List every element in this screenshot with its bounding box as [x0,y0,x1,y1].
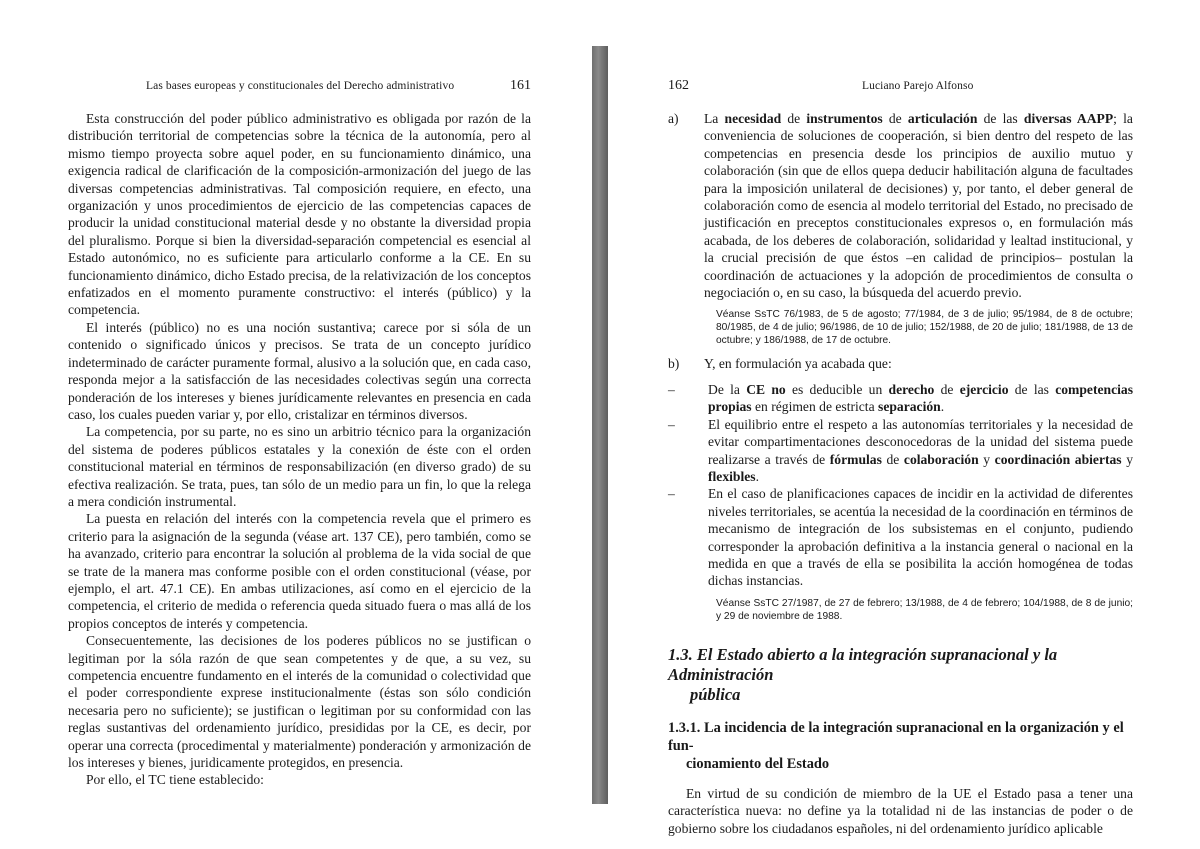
dash-item-text: En el caso de planificaciones capaces de incidir en la actividad de diferentes niveles territoriales, se acentúa la necesidad de la coordinación en términos de mecanismo de integración de los subsistemas en el conjunto, pudiendo corresponder la aprobación definitiva a la instancia general o nacional en la medida en que a través de ella se posibilita la acción homogénea de todas dichas instancias. [708,486,1134,589]
bold-run: CE no [746,381,786,397]
text-run: es deducible un [785,381,889,397]
paragraph: En virtud de su condición de miembro de la UE el Estado pasa a tener una característica nueva: no define ya la totalidad ni de las instancias de poder o de gobierno sobre los ciudadanos españoles, ni del ordenamiento jurídico aplicable [668,785,1133,836]
paragraph: La competencia, por su parte, no es sino un arbitrio técnico para la organización del sistema de poderes públicos estatales y la conexión de éste con el orden constitucional material en términos de responsabilización (en diverso grado) de su efectiva realización. Se trata, pues, tan sólo de un medio para un fin, lo que la relega a mera condición instrumental. [68,424,531,509]
text-run: La [704,111,725,126]
section-heading-1-3-1 [668,719,1133,773]
left-body-text [68,110,531,789]
dash-marker: – [668,486,675,502]
dash-marker: – [668,416,675,432]
heading-line: 1.3. El Estado abierto a la integración supranacional y la Administración [668,644,1058,684]
dash-item-text [708,381,1133,416]
bold-run: fórmulas [829,451,882,467]
text-run: y [1121,451,1133,467]
section-heading-1-3 [668,645,1133,705]
list-item-b [668,355,1133,372]
dash-item-3 [668,485,1133,589]
paragraph: Por ello, el TC tiene establecido: [86,772,264,788]
list-item-text: Y, en formulación ya acabada que: [704,356,892,372]
text-run: de las [977,111,1024,126]
heading-line: 1.3.1. La incidencia de la integración supranacional en la organización y el fun- [668,719,1124,754]
right-body-text [668,110,1133,837]
list-marker: a) [668,111,679,126]
text-run: ; la conveniencia de soluciones de cooperación, si bien dentro del respeto de las competencias en presencia desde los principios de auxilio mutuo y colaboración (sin que de ellos quepa deducir habilitación alguna de facultades para la imposición unilateral de decisiones) y, por tanto, el deber general de colaboración como de esencia al modelo territorial del Estado, no precisado de justificación en preceptos constitucionales expresos o, en formulación más acabada, de los deberes de colaboración, solidaridad y lealtad institucional, y la crucial precisión de que éstos –en calidad de principios– postulan la coordinación de actuaciones y la adopción de procedimientos de consulta o negociación o, en su caso, la búsqueda del acuerdo previo. [704,111,1133,301]
footnote-citation: Véanse SsTC 76/1983, de 5 de agosto; 77/1984, de 3 de julio; 95/1984, de 8 de octubre; 80/1985, de 4 de julio; 96/1986, de 10 de julio; 152/1988, de 20 de julio; 181/1988, de 13 de octubre; y 186/1988, de 17 de octubre. [716,309,1133,347]
dash-item-2 [668,416,1133,486]
dash-item-text [708,416,1133,486]
list-item-text [704,110,1133,301]
heading-line: cionamiento del Estado [686,755,830,772]
list-marker: b) [668,356,680,372]
paragraph: La puesta en relación del interés con la competencia revela que el primero es criterio para la asignación de la segunda (véase art. 137 CE), pero también, como se ha avanzado, criterio para encontrar la solución al problema de la vida social de que se trate de la manera mas conforme posible con el orden constitucional (véase, por ejemplo, el art. 47.1 CE). En ambas utilizaciones, así como en el ejercicio de la competencia, el criterio de medida o referencia queda situado fuera o mas allá de los propios conceptos de interés y competencia. [68,511,531,631]
text-run: en régimen de estricta [751,399,879,415]
bold-run: articulación [907,111,978,126]
text-run: . [940,399,945,415]
running-head-right: Luciano Parejo Alfonso [862,80,974,92]
text-run: . [755,468,759,484]
left-page [0,0,592,849]
paragraph: El interés (público) no es una noción sustantiva; carece por si sóla de un contenido o significado únicos y precisos. Se trata de un concepto jurídico indeterminado de carácter puramente formal, alusivo a la solución que, en cada caso, responda mejor a la satisfacción de las necesidades colectivas según una correcta ponderación de los intereses y bienes jurídicamente relevantes en presencia en cada caso, los cuales pueden variar y, por ello, cristalizar en términos diversos. [68,319,531,422]
footnote-citation: Véanse SsTC 27/1987, de 27 de febrero; 13/1988, de 4 de febrero; 104/1988, de 8 de junio; y 29 de noviembre de 1988. [716,597,1133,622]
text-run: de las [1008,381,1056,397]
page-number-left: 161 [510,78,531,93]
heading-line: pública [690,684,741,704]
bold-run: competencias propias [708,381,1133,415]
bold-run: diversas AAPP [1023,111,1114,126]
bold-run: necesidad [724,111,782,126]
text-run: de [934,381,960,397]
text-run: de [881,451,904,467]
page-number-right: 162 [668,78,689,93]
paragraph: Consecuentemente, las decisiones de los poderes públicos no se justifican o legitiman por la sóla razón de que sean competentes y de que, a su vez, su competencia encuentre fundamento en el interés de la comunidad o colectividad que el poder correspondiente exprese institucionalmente (éstas son sólo condición necesaria pero no suficiente); se justifican o legitiman por su conformidad con las reglas sustantivas del ordenamiento jurídico, presididas por la CE, es decir, por operar una correcta (procedimental y materialmente) ponderación y armonización de los intereses y bienes, juridicamente protegidos, en presencia. [68,633,531,771]
bold-run: colaboración [903,451,979,467]
text-run: de [781,111,807,126]
text-run: De la [708,381,747,397]
text-run: de [882,111,908,126]
bold-run: instrumentos [806,111,883,126]
dash-marker: – [668,381,675,397]
dash-item-1 [668,381,1133,416]
bold-run: ejercicio [959,381,1009,397]
paragraph: Esta construcción del poder público administrativo es obligada por razón de la distribución territorial de competencias sobre la técnica de la autonomía, pero al mismo tiempo proyecta sobre aquel poder, en su funcionamiento dinámico, una exigencia radical de clarificación de la composición-armonización del juego de las diversas competencias administrativas. Tal composición requiere, en efecto, una organización y unos procedimientos de ejercicio de las competencias capaces de producir la unidad constitucional material desde y no obstante la diversidad propia del pluralismo. Porque si bien la diversidad-separación competencial es esencial al Estado autonómico, no es suficiente para articularlo conforme a la CE. En su funcionamiento dinámico, dicho Estado precisa, de la relativización de los conceptos enfatizados en el momento puramente constructivo: el interés (público) y la competencia. [68,111,531,318]
bold-run: flexibles [708,468,756,484]
list-item-a [668,110,1133,301]
text-run: y [978,451,995,467]
bold-run: derecho [888,381,935,397]
text-run: El equilibrio entre el respeto a las autonomías territoriales y la necesidad de evitar compartimentaciones desconocedoras de la unidad del sistema puede realizarse a través de [708,416,1133,467]
running-head-left: Las bases europeas y constitucionales del Derecho administrativo [146,80,455,92]
bold-run: separación [878,399,941,415]
bold-run: coordinación abiertas [994,451,1122,467]
book-spine [592,46,608,804]
